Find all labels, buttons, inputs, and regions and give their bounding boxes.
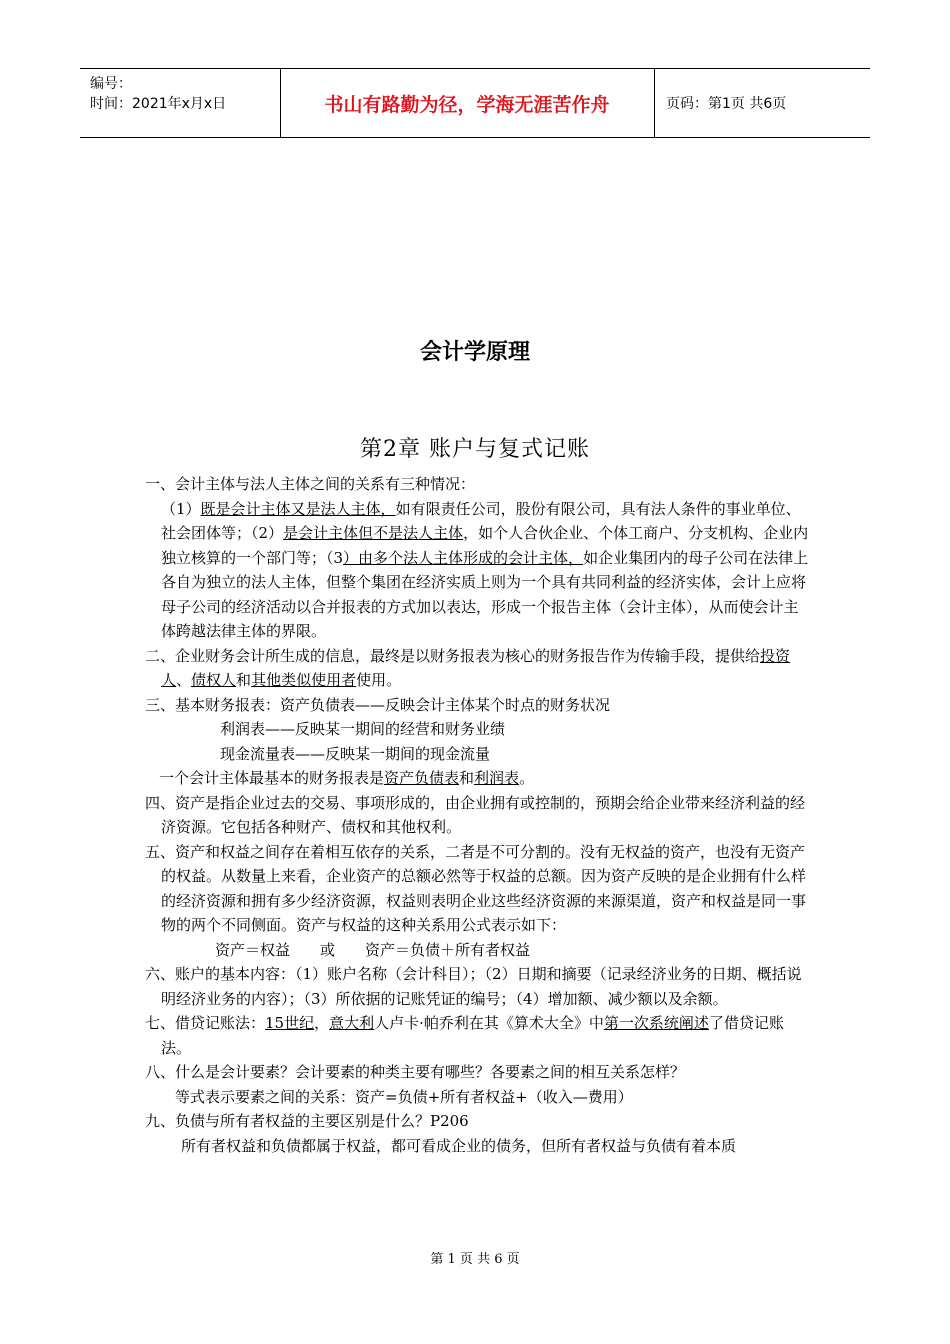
- text-run: 二、企业财务会计所生成的信息，最终是以财务报表为核心的财务报告作为传输手段，提供给: [145, 646, 761, 665]
- page-footer: 第 1 页 共 6 页: [430, 1252, 520, 1267]
- header-motto: 书山有路勤为径，学海无涯苦作舟: [280, 69, 655, 137]
- section-6: 六、账户的基本内容：（1）账户名称（会计科目）；（2）日期和摘要（记录经济业务的日期、概括说明经济业务的内容）；（3）所依据的记账凭证的编号；（4）增加额、减少额以及余额。: [145, 965, 802, 1008]
- text-run: 如企业集团内的母子公司在法律上各自为独立的法人主体，但整个集团在经济实质上则为一个具有共同利益的经济实体，会计上应将母子公司的经济活动以合并报表的方式加以表达，形成一个报告主体（会计主体），从而使会计主体跨越法律主体的界限。: [161, 548, 809, 640]
- underlined-text: 投资人: [161, 646, 791, 689]
- text-run: 和: [459, 769, 475, 787]
- section-5: 五、资产和权益之间存在着相互依存的关系，二者是不可分割的。没有无权益的资产，也没有无资产的权益。从数量上来看，企业资产的总额必然等于权益的总额。因为资产反映的是企业拥有什么样的经济资源和拥有多少经济资源，权益则表明企业这些经济资源的来源渠道，资产和权益是同一事物的两个不同侧面。资产与权益的这种关系用公式表示如下：: [145, 842, 807, 934]
- header-page-info: 页码：第1页 共6页: [666, 96, 787, 112]
- text-run: 、: [176, 671, 192, 689]
- underlined-text: 第一次系统阐述: [603, 1014, 709, 1032]
- document-body: [145, 472, 813, 1158]
- text-run: 了借贷记账法。: [161, 1014, 784, 1057]
- underlined-text: ）由多个法人主体形成的会计主体，: [343, 548, 584, 567]
- section-3-line-2: 利润表——反映某一期间的经营和财务业绩: [220, 720, 506, 738]
- time-label: 时间：2021年x月x日: [90, 96, 227, 112]
- section-3-line-4: [145, 766, 813, 791]
- underlined-text: 是会计主体但不是法人主体: [283, 524, 464, 542]
- header-meta-cell: [80, 69, 281, 137]
- underlined-text: 利润表: [474, 769, 520, 787]
- document-header: [80, 68, 870, 138]
- text-run: 如有限责任公司，股份有限公司，具有法人条件的事业单位、社会团体等；（2）: [161, 499, 801, 542]
- section-9-line-2: 所有者权益和负债都属于权益，都可看成企业的债务，但所有者权益与负债有着本质: [181, 1136, 737, 1155]
- section-1-paragraph: [145, 497, 813, 644]
- section-8-line-2: 等式表示要素之间的关系：资产=负债+所有者权益+（收入—费用）: [175, 1087, 633, 1106]
- section-3-line-1: 三、基本财务报表：资产负债表——反映会计主体某个时点的财务状况: [145, 695, 611, 714]
- chapter-heading: 第2章 账户与复式记账: [360, 437, 590, 462]
- text-run: 一个会计主体最基本的财务报表是: [159, 769, 385, 787]
- section-4: 四、资产是指企业过去的交易、事项形成的，由企业拥有或控制的，预期会给企业带来经济利益的经济资源。它包括各种财产、债权和其他权利。: [145, 793, 806, 836]
- text-run: 人卢卡·帕乔利在其《算术大全》中: [374, 1014, 604, 1032]
- underlined-text: 15世纪: [265, 1014, 315, 1032]
- underlined-text: 意大利: [329, 1014, 375, 1032]
- section-2: [145, 644, 813, 693]
- section-1-intro: 一、会计主体与法人主体之间的关系有三种情况：: [145, 475, 476, 493]
- underlined-text: 其他类似使用者: [251, 671, 357, 689]
- section-7: [145, 1011, 813, 1060]
- document-title: 会计学原理: [419, 340, 530, 365]
- section-5-formula: 资产＝权益 或 资产＝负债＋所有者权益: [215, 940, 531, 959]
- section-9-line-1: 九、负债与所有者权益的主要区别是什么？P206: [145, 1112, 469, 1130]
- underlined-text: 既是会计主体又是法人主体，: [200, 499, 396, 518]
- underlined-text: 资产负债表: [384, 769, 460, 787]
- text-run: 使用。: [356, 671, 402, 689]
- section-3-line-3: 现金流量表——反映某一期间的现金流量: [220, 744, 491, 763]
- section-8-line-1: 八、什么是会计要素？会计要素的种类主要有哪些？各要素之间的相互关系怎样？: [145, 1063, 686, 1081]
- text-run: ，: [314, 1014, 330, 1032]
- text-run: 。: [519, 769, 535, 787]
- underlined-text: 债权人: [191, 671, 237, 689]
- text-run: ，如个人合伙企业、个体工商户、分支机构、企业内独立核算的一个部门等；（3: [161, 524, 809, 567]
- text-run: 和: [236, 671, 252, 689]
- text-run: 七、借贷记账法：: [145, 1014, 266, 1032]
- number-label: 编号：: [90, 76, 132, 92]
- text-run: （1）: [161, 499, 201, 518]
